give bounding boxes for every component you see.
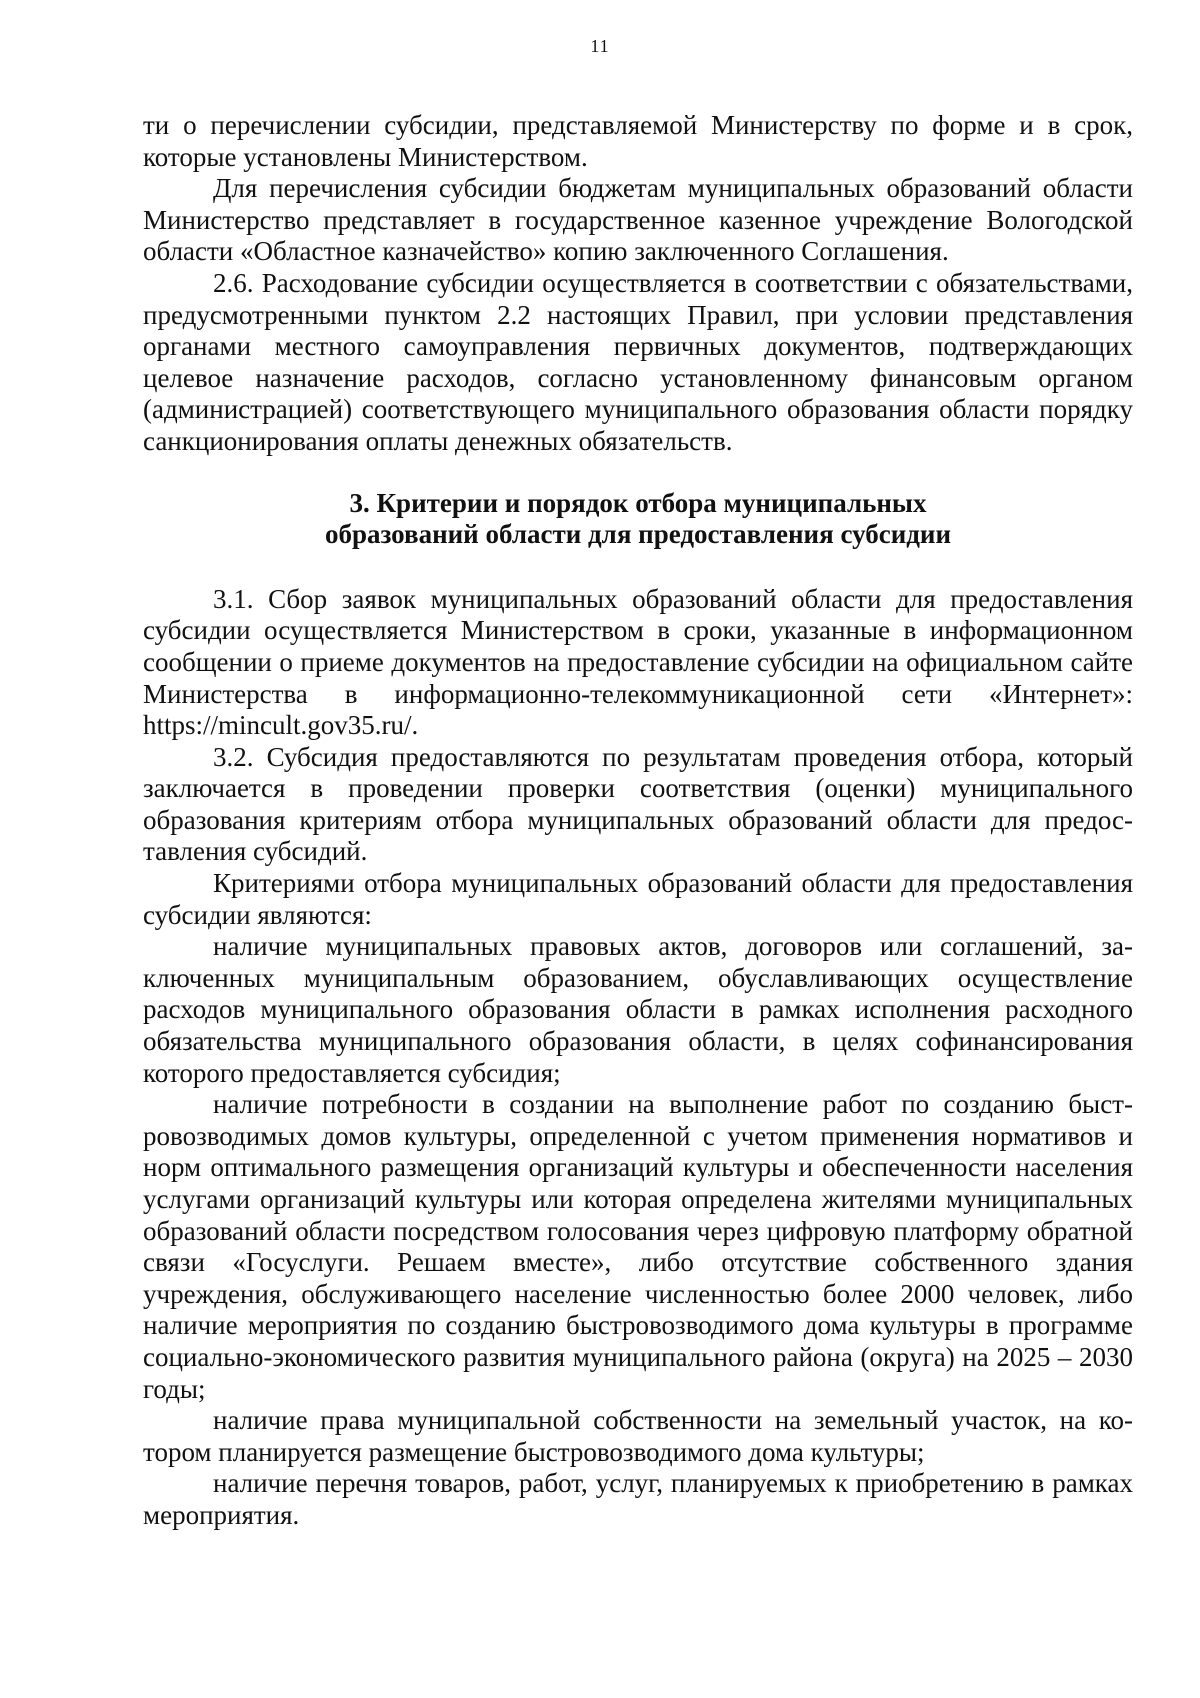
criterion-land-ownership: наличие права муниципальной собственности на земельный участок, на котором планируется размещение быстровозводимого дома культуры;: [143, 1405, 1133, 1467]
criterion-goods-list: наличие перечня товаров, работ, услуг, планируемых к приобретению в рамках мероприятия.: [143, 1468, 1133, 1530]
section-heading: [143, 488, 1133, 551]
document-body: [143, 110, 1133, 1532]
criterion-need: наличие потребности в создании на выполнение работ по созданию быстровозводимых домов культуры, определенной с учетом применения нормативов и норм оптимального размещения организаций культуры и обеспеченности населения услугами организаций культуры или которая определена жителями муниципальных образований области посредством голосования через цифровую платформу обратной связи «Госуслуги. Решаем вместе», либо отсутствие собственного здания учреждения, обслуживающего население численностью более 2000 человек, либо наличие мероприятия по созданию быстровозводимого дома культуры в программе социально-экономического развития муниципального района (округа) на 2025 – 2030 годы;: [143, 1089, 1133, 1404]
section-heading-line-1: 3. Критерии и порядок отбора муниципальных: [349, 487, 927, 518]
paragraph-2-6: 2.6. Расходование субсидии осуществляется в соответствии с обязательствами, предусмотренными пунктом 2.2 настоящих Правил, при условии представления органами местного самоуправления первичных документов, подтверждающих целевое назначение расходов, согласно установленному финансовым органом (администрацией) соответствующего муниципального образования области порядку санкционирования оплаты денежных обязательств.: [143, 267, 1133, 456]
paragraph-3-1: 3.1. Сбор заявок муниципальных образований области для предоставления субсидии осуществляется Министерством в сроки, указанные в информационном сообщении о приеме документов на предоставление субсидии на официальном сайте Министерства в информационно-телекоммуникационной сети «Интернет»: https://mincult.gov35.ru/.: [143, 583, 1133, 741]
paragraph-criteria-intro: Критериями отбора муниципальных образований области для предоставления субсидии являются:: [143, 868, 1133, 930]
criterion-legal-acts: наличие муниципальных правовых актов, договоров или соглашений, заключенных муниципальным образованием, обуславливающих осуществление расходов муниципального образования области в рамках исполнения расходного обязательства муниципального образования области, в целях софинансирования которого предоставляется субсидия;: [143, 931, 1133, 1088]
section-heading-line-2: образований области для предоставления субсидии: [324, 519, 952, 550]
paragraph-continuation: ти о перечислении субсидии, представляемой Министерству по форме и в срок, которые установлены Министерством.: [143, 110, 1133, 172]
paragraph-treasury: Для перечисления субсидии бюджетам муниципальных образований области Министерство представляет в государственное казенное учреждение Вологодской области «Областное казначейство» копию заключенного Соглашения.: [143, 173, 1133, 267]
page-number: 11: [590, 36, 610, 56]
paragraph-3-2: 3.2. Субсидия предоставляются по результатам проведения отбора, который заключается в проведении проверки соответствия (оценки) муниципального образования критериям отбора муниципальных образований области для предоставления субсидий.: [143, 741, 1133, 867]
